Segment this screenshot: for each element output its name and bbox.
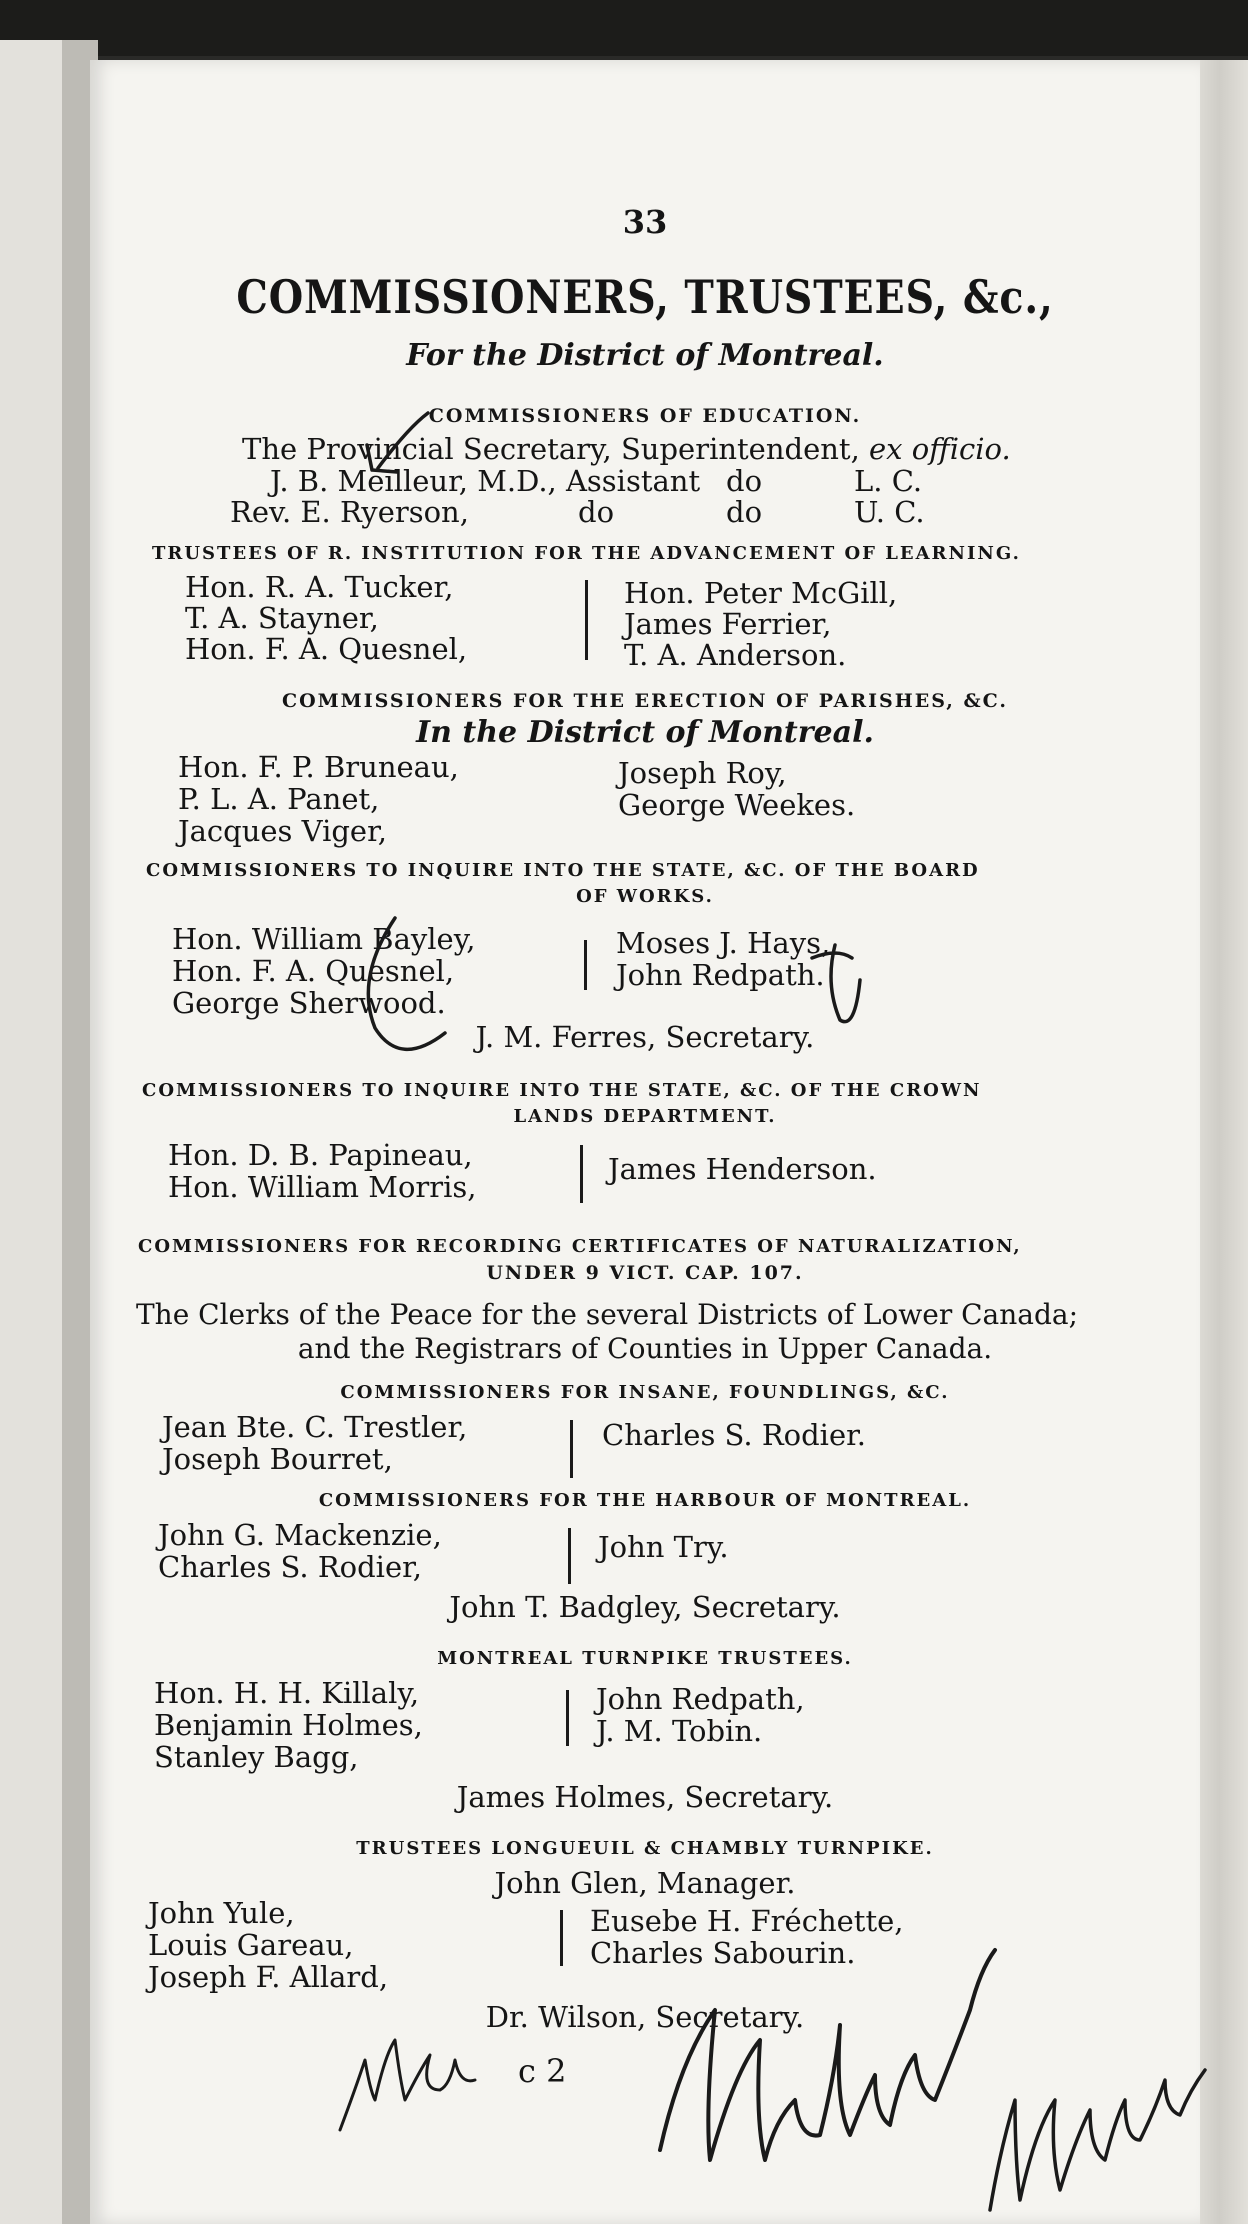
royal-institution-divider xyxy=(585,580,588,660)
board-of-works-right-1: Moses J. Hays, xyxy=(616,926,831,960)
longueuil-heading: TRUSTEES LONGUEUIL & CHAMBLY TURNPIKE. xyxy=(356,1838,934,1859)
harbour-right-1: John Try. xyxy=(598,1530,729,1564)
turnpike-left-1: Hon. H. H. Killaly, xyxy=(154,1676,420,1710)
longueuil-manager: John Glen, Manager. xyxy=(494,1866,796,1900)
parishes-left-2: P. L. A. Panet, xyxy=(178,782,380,816)
book-page xyxy=(90,60,1200,2224)
education-heading: COMMISSIONERS OF EDUCATION. xyxy=(428,405,862,427)
scan-top-strip xyxy=(0,0,1248,56)
longueuil-divider xyxy=(560,1910,563,1966)
education-line-1-text: The Provincial Secretary, Superintendent, xyxy=(242,432,860,466)
education-line-2-province: L. C. xyxy=(854,464,923,498)
education-line-3-province: U. C. xyxy=(854,495,925,529)
royal-institution-right-2: James Ferrier, xyxy=(624,607,832,641)
parishes-subheading: In the District of Montreal. xyxy=(416,715,874,750)
crown-lands-divider xyxy=(580,1145,583,1203)
harbour-left-1: John G. Mackenzie, xyxy=(158,1518,442,1552)
royal-institution-right-1: Hon. Peter McGill, xyxy=(624,576,898,610)
longueuil-left-3: Joseph F. Allard, xyxy=(148,1960,389,1994)
parishes-left-1: Hon. F. P. Bruneau, xyxy=(178,750,459,784)
crown-lands-heading-1: COMMISSIONERS TO INQUIRE INTO THE STATE, &C. OF THE CROWN xyxy=(142,1080,982,1101)
turnpike-right-2: J. M. Tobin. xyxy=(596,1714,763,1748)
board-of-works-left-1: Hon. William Bayley, xyxy=(172,922,476,956)
parishes-right-1: Joseph Roy, xyxy=(618,756,787,790)
turnpike-left-2: Benjamin Holmes, xyxy=(154,1708,423,1742)
naturalization-line-1: The Clerks of the Peace for the several Districts of Lower Canada; xyxy=(136,1298,1079,1331)
page-number: 33 xyxy=(622,203,668,241)
royal-institution-right-3: T. A. Anderson. xyxy=(624,638,847,672)
harbour-left-2: Charles S. Rodier, xyxy=(158,1550,423,1584)
turnpike-right-1: John Redpath, xyxy=(596,1682,805,1716)
board-of-works-heading-1: COMMISSIONERS TO INQUIRE INTO THE STATE, &C. OF THE BOARD xyxy=(146,860,980,881)
parishes-heading: COMMISSIONERS FOR THE ERECTION OF PARISHES, &C. xyxy=(281,690,1009,712)
longueuil-right-1: Eusebe H. Fréchette, xyxy=(590,1904,904,1938)
board-of-works-heading-2: OF WORKS. xyxy=(576,886,714,907)
turnpike-left-3: Stanley Bagg, xyxy=(154,1740,359,1774)
naturalization-heading-1: COMMISSIONERS FOR RECORDING CERTIFICATES OF NATURALIZATION, xyxy=(138,1236,1022,1257)
education-line-2-name: J. B. Meilleur, M.D., Assistant xyxy=(270,464,701,498)
board-of-works-right-2: John Redpath. xyxy=(616,958,825,992)
left-page-edge xyxy=(0,40,70,2224)
board-of-works-divider xyxy=(584,940,587,990)
longueuil-left-1: John Yule, xyxy=(148,1896,295,1930)
turnpike-heading: MONTREAL TURNPIKE TRUSTEES. xyxy=(437,1648,853,1669)
insane-right-1: Charles S. Rodier. xyxy=(602,1418,867,1452)
longueuil-left-2: Louis Gareau, xyxy=(148,1928,354,1962)
crown-lands-heading-2: LANDS DEPARTMENT. xyxy=(513,1106,777,1127)
naturalization-line-2: and the Registrars of Counties in Upper Canada. xyxy=(297,1332,993,1365)
education-line-3-do-1: do xyxy=(578,495,615,529)
harbour-heading: COMMISSIONERS FOR THE HARBOUR OF MONTREAL. xyxy=(318,1490,972,1511)
page-subtitle: For the District of Montreal. xyxy=(406,338,884,373)
parishes-left-3: Jacques Viger, xyxy=(178,814,387,848)
insane-left-2: Joseph Bourret, xyxy=(162,1442,393,1476)
harbour-divider xyxy=(568,1528,571,1584)
harbour-secretary: John T. Badgley, Secretary. xyxy=(449,1590,841,1624)
royal-institution-left-3: Hon. F. A. Quesnel, xyxy=(185,632,468,666)
crown-lands-left-1: Hon. D. B. Papineau, xyxy=(168,1138,473,1172)
board-of-works-left-3: George Sherwood. xyxy=(172,986,446,1020)
royal-institution-left-1: Hon. R. A. Tucker, xyxy=(185,570,454,604)
education-line-1-ex-officio: ex officio. xyxy=(869,432,1011,466)
page-title: COMMISSIONERS, TRUSTEES, &c., xyxy=(236,270,1054,324)
education-line-3-name: Rev. E. Ryerson, xyxy=(230,495,469,529)
insane-divider xyxy=(570,1420,573,1478)
longueuil-secretary: Dr. Wilson, Secretary. xyxy=(485,2000,805,2034)
board-of-works-secretary: J. M. Ferres, Secretary. xyxy=(475,1020,815,1054)
longueuil-right-2: Charles Sabourin. xyxy=(590,1936,856,1970)
turnpike-secretary: James Holmes, Secretary. xyxy=(456,1780,834,1814)
signature-mark: c 2 xyxy=(518,2052,567,2090)
royal-institution-left-2: T. A. Stayner, xyxy=(185,601,379,635)
crown-lands-right-1: James Henderson. xyxy=(608,1152,877,1186)
insane-heading: COMMISSIONERS FOR INSANE, FOUNDLINGS, &C. xyxy=(340,1382,950,1403)
parishes-right-2: George Weekes. xyxy=(618,788,856,822)
education-line-2-do: do xyxy=(726,464,763,498)
board-of-works-left-2: Hon. F. A. Quesnel, xyxy=(172,954,455,988)
education-line-1 xyxy=(242,432,1011,466)
turnpike-divider xyxy=(566,1690,569,1746)
right-page-edge xyxy=(1200,60,1248,2224)
crown-lands-left-2: Hon. William Morris, xyxy=(168,1170,477,1204)
insane-left-1: Jean Bte. C. Trestler, xyxy=(162,1410,468,1444)
royal-institution-heading: TRUSTEES OF R. INSTITUTION FOR THE ADVANCEMENT OF LEARNING. xyxy=(152,543,1021,564)
naturalization-heading-2: UNDER 9 VICT. CAP. 107. xyxy=(486,1262,804,1284)
education-line-3-do-2: do xyxy=(726,495,763,529)
